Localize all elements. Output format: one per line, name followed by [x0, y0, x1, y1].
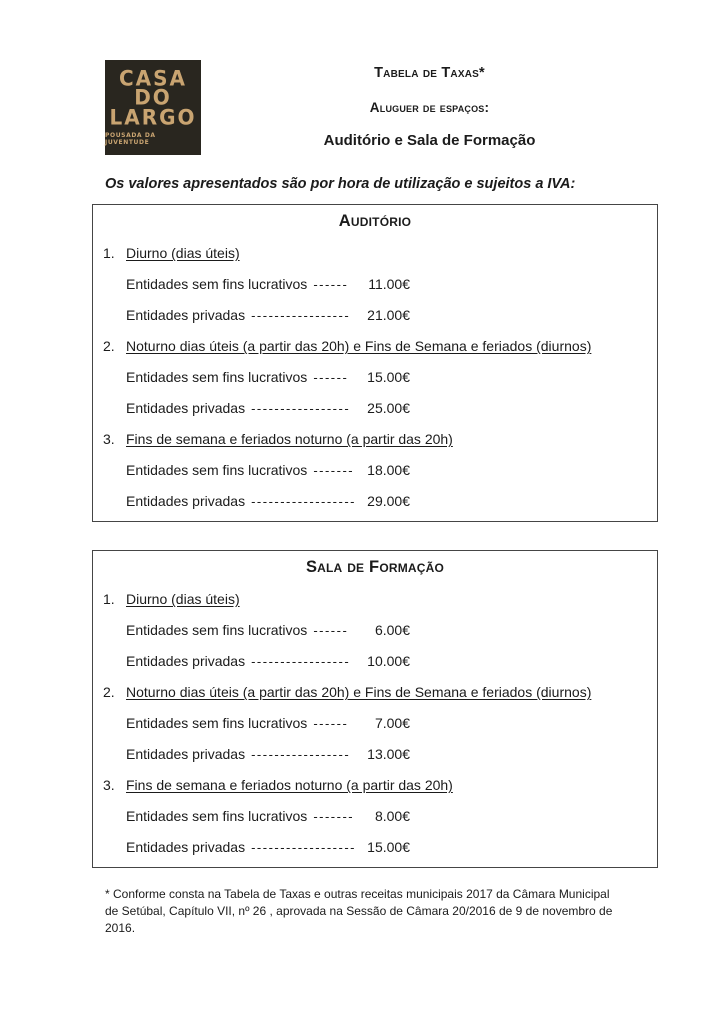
dash-leader: ----------------- [251, 308, 351, 323]
section-title: Sala de Formação [305, 558, 445, 576]
rate-label: Entidades sem fins lucrativos [126, 276, 308, 292]
rate-label: Entidades privadas [126, 653, 246, 669]
rate-row [126, 275, 657, 293]
item-number: 3. [103, 777, 115, 793]
dash-leader: ------ [313, 716, 349, 731]
rate-price: 15.00€ [367, 369, 410, 385]
dash-leader: ------ [313, 623, 349, 638]
casa-do-largo-logo [105, 60, 201, 155]
section-auditorio [92, 204, 658, 522]
rate-price: 18.00€ [367, 462, 410, 478]
item-number: 1. [103, 245, 115, 261]
rate-label: Entidades privadas [126, 400, 246, 416]
rate-row [126, 745, 657, 763]
rate-label: Entidades sem fins lucrativos [126, 715, 308, 731]
section-title: Auditório [338, 212, 412, 230]
rate-row [126, 838, 657, 856]
rate-label: Entidades sem fins lucrativos [126, 808, 308, 824]
document-subtitle: Aluguer de espaços: [369, 100, 490, 115]
title-block [201, 60, 658, 155]
logo-text-line: LARGO [109, 104, 197, 130]
rate-label: Entidades sem fins lucrativos [126, 622, 308, 638]
item-title: Fins de semana e feriados noturno (a partir das 20h) [126, 431, 453, 447]
logo-text-line: DO [134, 84, 172, 110]
rate-row [126, 306, 657, 324]
rate-row [126, 399, 657, 417]
item-number: 1. [103, 591, 115, 607]
rate-label: Entidades privadas [126, 307, 246, 323]
rate-price: 10.00€ [367, 653, 410, 669]
item-title: Noturno dias úteis (a partir das 20h) e Fins de Semana e feriados (diurnos) [126, 684, 592, 700]
rate-row [126, 807, 657, 825]
rate-row [126, 492, 657, 510]
rate-item-heading [103, 430, 657, 448]
rate-label: Entidades sem fins lucrativos [126, 369, 308, 385]
intro-note: Os valores apresentados são por hora de utilização e sujeitos a IVA: [105, 176, 576, 192]
dash-leader: ------ [313, 277, 349, 292]
rate-price: 15.00€ [367, 839, 410, 855]
footnote: * Conforme consta na Tabela de Taxas e outras receitas municipais 2017 da Câmara Municipal de Setúbal, Capítulo VII, nº 26 , aprovada na Sessão de Câmara 20/2016 de 9 de novembro de 2016. [105, 887, 613, 935]
rate-label: Entidades privadas [126, 493, 246, 509]
logo-text-line: CASA [118, 65, 188, 91]
rate-price: 6.00€ [374, 622, 410, 638]
item-number: 2. [103, 684, 115, 700]
rate-row [126, 621, 657, 639]
item-title: Diurno (dias úteis) [126, 245, 240, 261]
rate-row [126, 461, 657, 479]
item-title: Diurno (dias úteis) [126, 591, 240, 607]
rate-row [126, 368, 657, 386]
rate-price: 21.00€ [367, 307, 410, 323]
dash-leader: ------ [313, 370, 349, 385]
dash-leader: ----------------- [251, 747, 351, 762]
section-sala-de-formacao [92, 550, 658, 868]
dash-leader: ------------------ [251, 840, 357, 855]
dash-leader: ----------------- [251, 401, 351, 416]
document-title: Tabela de Taxas* [374, 65, 485, 81]
rate-item-heading [103, 683, 657, 701]
item-number: 2. [103, 338, 115, 354]
rate-item-heading [103, 776, 657, 794]
rate-item-heading [103, 337, 657, 355]
rate-price: 25.00€ [367, 400, 410, 416]
logo-subtitle: POUSADA DA JUVENTUDE [105, 132, 156, 147]
rate-row [126, 652, 657, 670]
rate-item-heading [103, 590, 657, 608]
rate-item-heading [103, 244, 657, 262]
document-header [0, 0, 724, 155]
rate-price: 7.00€ [374, 715, 410, 731]
item-number: 3. [103, 431, 115, 447]
dash-leader: ------- [313, 463, 355, 478]
dash-leader: ------- [313, 809, 355, 824]
rate-price: 11.00€ [368, 276, 410, 292]
item-title: Noturno dias úteis (a partir das 20h) e Fins de Semana e feriados (diurnos) [126, 338, 592, 354]
dash-leader: ----------------- [251, 654, 351, 669]
dash-leader: ------------------ [251, 494, 357, 509]
item-title: Fins de semana e feriados noturno (a partir das 20h) [126, 777, 453, 793]
rate-label: Entidades privadas [126, 839, 246, 855]
document-heading: Auditório e Sala de Formação [323, 132, 536, 149]
rate-price: 13.00€ [367, 746, 410, 762]
rate-label: Entidades privadas [126, 746, 246, 762]
rate-row [126, 714, 657, 732]
rate-label: Entidades sem fins lucrativos [126, 462, 308, 478]
rate-price: 29.00€ [367, 493, 410, 509]
rate-price: 8.00€ [374, 808, 410, 824]
